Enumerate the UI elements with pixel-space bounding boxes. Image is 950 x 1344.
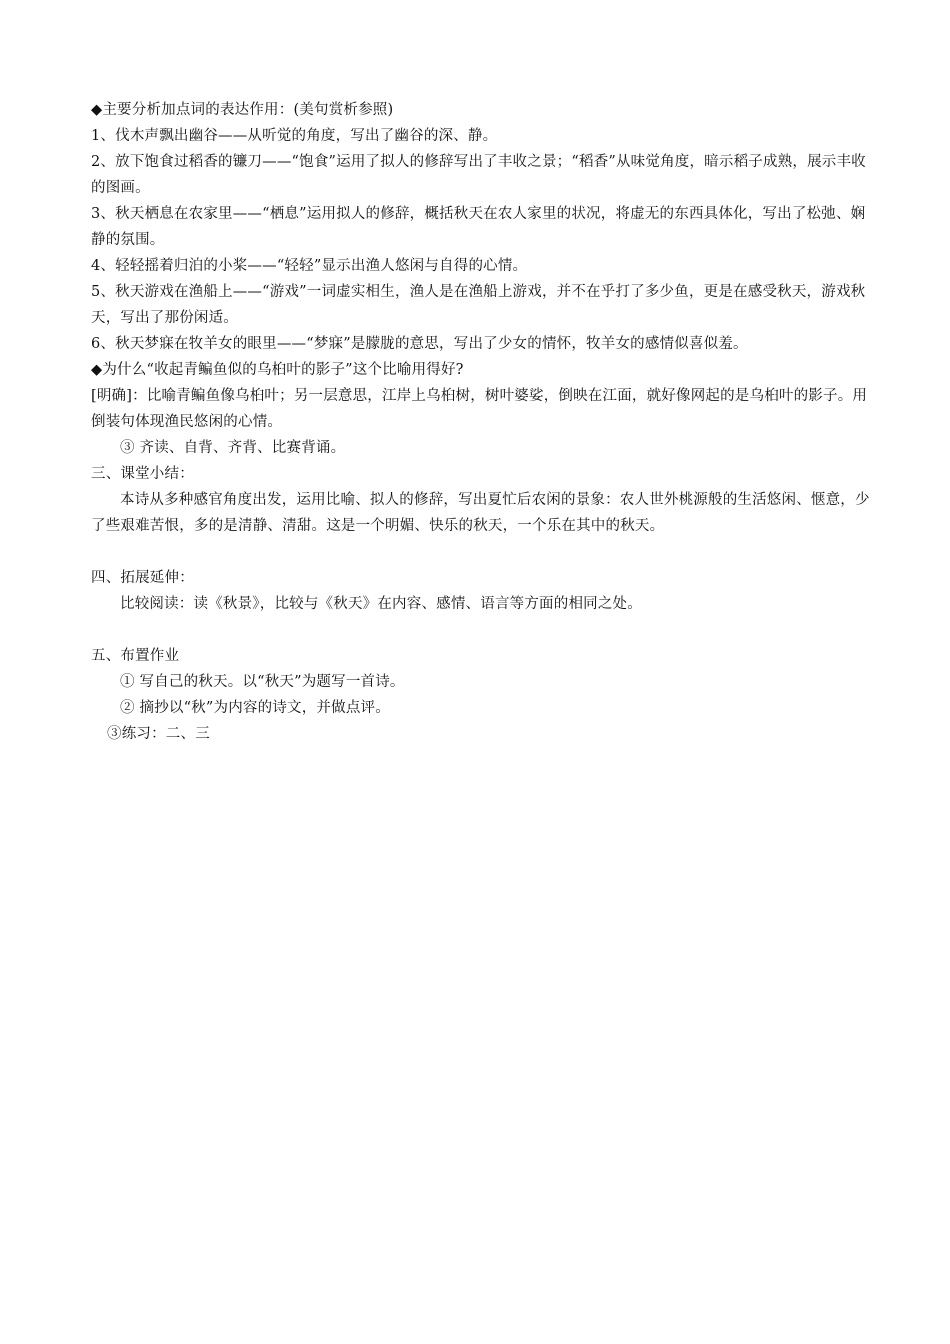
analysis-item-5: 5、秋天游戏在渔船上——“游戏”一词虚实相生，渔人是在渔船上游戏，并不在乎打了多少鱼，更是在感受秋天，游戏秋天，写出了那份闲适。	[91, 284, 866, 326]
spacer	[91, 617, 871, 643]
reading-activity: ③ 齐读、自背、齐背、比赛背诵。	[120, 440, 346, 456]
section-4-title: 四、拓展延伸：	[91, 570, 194, 586]
section-3-title: 三、课堂小结：	[91, 466, 194, 482]
analysis-item-3: 3、秋天栖息在农家里——“栖息”运用拟人的修辞，概括秋天在农人家里的状况，将虚无的东西具体化，写出了松弛、娴静的氛围。	[91, 206, 866, 248]
section-5-title: 五、布置作业	[91, 648, 180, 664]
document-body	[91, 97, 871, 747]
heading-metaphor-question: ◆为什么“收起青鳊鱼似的乌桕叶的影子”这个比喻用得好?	[91, 362, 464, 378]
analysis-item-2: 2、放下饱食过稻香的镰刀——“饱食”运用了拟人的修辞写出了丰收之景；“稻香”从味觉角度，暗示稻子成熟，展示丰收的图画。	[91, 154, 866, 196]
homework-item-1: ① 写自己的秋天。以“秋天”为题写一首诗。	[120, 674, 405, 690]
homework-item-2: ② 摘抄以“秋”为内容的诗文，并做点评。	[120, 700, 390, 716]
homework-item-3: ③练习：二、三	[107, 726, 210, 742]
analysis-item-4: 4、轻轻摇着归泊的小桨——“轻轻”显示出渔人悠闲与自得的心情。	[91, 258, 528, 274]
heading-analysis: ◆主要分析加点词的表达作用：(美句赏析参照)	[91, 102, 394, 118]
metaphor-answer: [明确]：比喻青鳊鱼像乌桕叶；另一层意思，江岸上乌桕树，树叶婆娑，倒映在江面，就好像网起的是乌桕叶的影子。用倒装句体现渔民悠闲的心情。	[91, 388, 868, 430]
section-4-body: 比较阅读：读《秋景》，比较与《秋天》在内容、感情、语言等方面的相同之处。	[120, 596, 642, 612]
section-3-summary: 本诗从多种感官角度出发，运用比喻、拟人的修辞，写出夏忙后农闲的景象：农人世外桃源般的生活悠闲、惬意，少了些艰难苦恨，多的是清静、清甜。这是一个明媚、快乐的秋天，一个乐在其中的秋天。	[91, 492, 870, 534]
spacer	[91, 539, 871, 565]
analysis-item-6: 6、秋天梦寐在牧羊女的眼里——“梦寐”是朦胧的意思，写出了少女的情怀，牧羊女的感情似喜似羞。	[91, 336, 748, 352]
analysis-item-1: 1、伐木声飘出幽谷——从听觉的角度，写出了幽谷的深、静。	[91, 128, 498, 144]
